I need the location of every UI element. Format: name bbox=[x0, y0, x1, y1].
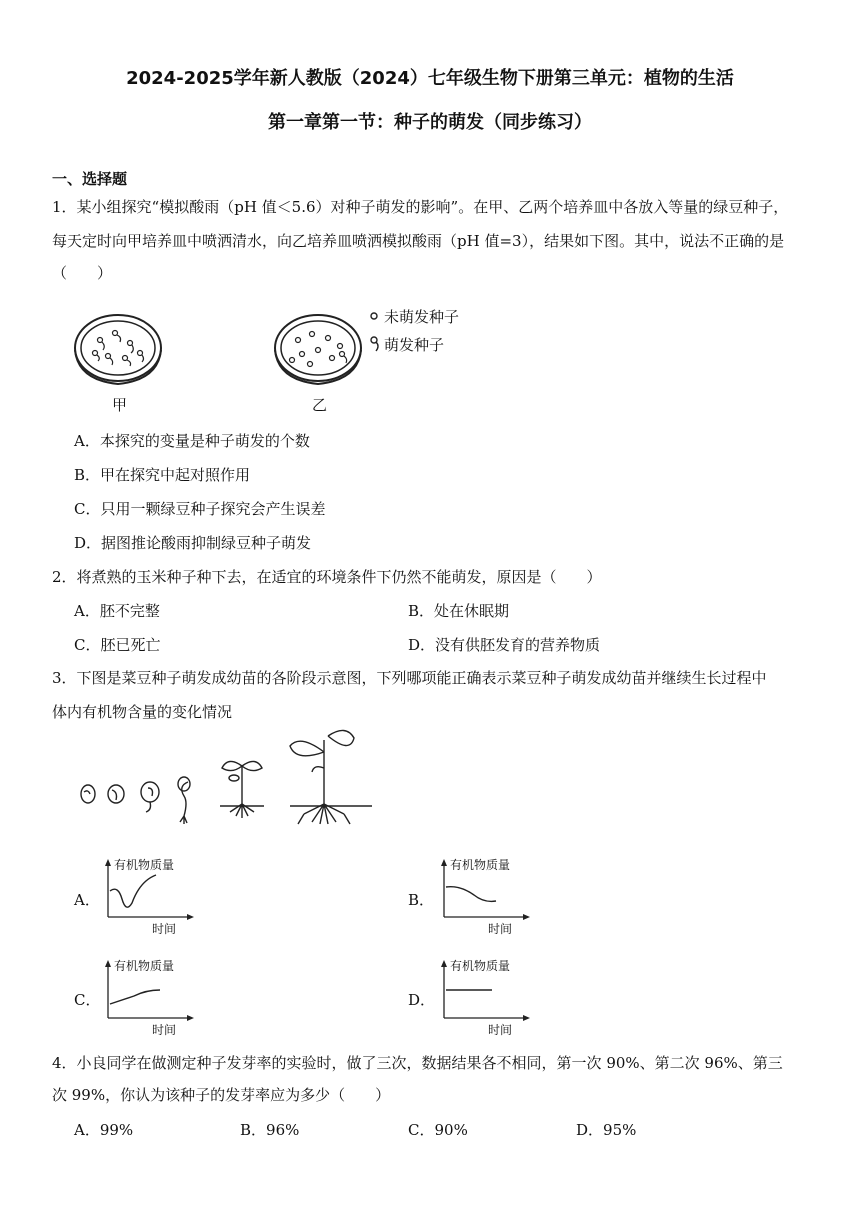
graph-a-xlabel: 时间 bbox=[152, 922, 177, 936]
q2-option-c: C．胚已死亡 bbox=[74, 636, 161, 654]
legend-germinated: 萌发种子 bbox=[384, 336, 445, 354]
q3-label-b: B． bbox=[408, 891, 435, 909]
petri-dish-b bbox=[275, 315, 361, 384]
q2-option-a: A．胚不完整 bbox=[74, 602, 160, 620]
ungerminated-seed-icon bbox=[371, 313, 377, 319]
graph-b-curve bbox=[446, 887, 496, 902]
q3-label-a: A． bbox=[74, 891, 100, 909]
graph-c-ylabel: 有机物质量 bbox=[114, 959, 175, 973]
q3-stem-line1: 3．下图是菜豆种子萌发成幼苗的各阶段示意图，下列哪项能正确表示菜豆种子萌发成幼苗并继续生长过程中 bbox=[52, 669, 767, 687]
q2-stem: 2．将煮熟的玉米种子种下去，在适宜的环境条件下仍然不能萌发，原因是（ ） bbox=[52, 568, 602, 586]
graph-d-ylabel: 有机物质量 bbox=[450, 959, 511, 973]
q3-label-d: D． bbox=[408, 991, 436, 1009]
q4-stem-line2: 次 99%，你认为该种子的发芽率应为多少（ ） bbox=[52, 1086, 391, 1104]
q1-stem-line1: 1．某小组探究“模拟酸雨（pH 值＜5.6）对种子萌发的影响”。在甲、乙两个培养皿中各放入等量的绿豆种子， bbox=[52, 198, 789, 216]
q2-option-b: B．处在休眠期 bbox=[408, 602, 510, 620]
q3-label-c: C． bbox=[74, 991, 101, 1009]
dish-b-label: 乙 bbox=[312, 396, 328, 414]
q1-option-a: A．本探究的变量是种子萌发的个数 bbox=[74, 432, 310, 450]
q1-stem-line3: （ ） bbox=[52, 264, 113, 282]
q1-option-b: B．甲在探究中起对照作用 bbox=[74, 466, 251, 484]
seedling-stage-5 bbox=[220, 761, 264, 818]
q3-graph-d bbox=[436, 956, 536, 1038]
q3-graph-c bbox=[100, 956, 200, 1038]
page-subtitle: 第一章第一节：种子的萌发（同步练习） bbox=[268, 112, 592, 133]
seedling-stage-6 bbox=[290, 730, 372, 824]
q3-graph-a bbox=[100, 855, 200, 937]
q4-option-a: A．99% bbox=[74, 1121, 134, 1139]
q1-legend bbox=[371, 308, 459, 354]
q2-option-d: D．没有供胚发育的营养物质 bbox=[408, 636, 601, 654]
q3-seedling-stages-figure bbox=[72, 722, 392, 840]
q1-option-c: C．只用一颗绿豆种子探究会产生误差 bbox=[74, 500, 326, 518]
q4-option-b: B．96% bbox=[240, 1121, 300, 1139]
graph-b-xlabel: 时间 bbox=[488, 922, 513, 936]
dish-a-label: 甲 bbox=[112, 396, 128, 414]
graph-c-xlabel: 时间 bbox=[152, 1023, 177, 1037]
q4-option-d: D．95% bbox=[576, 1121, 637, 1139]
page-title: 2024-2025学年新人教版（2024）七年级生物下册第三单元：植物的生活 bbox=[126, 68, 734, 89]
graph-a-ylabel: 有机物质量 bbox=[114, 858, 175, 872]
petri-dish-a bbox=[75, 315, 161, 384]
section-heading: 一、选择题 bbox=[52, 170, 128, 188]
graph-b-ylabel: 有机物质量 bbox=[450, 858, 511, 872]
legend-ungerminated: 未萌发种子 bbox=[384, 308, 460, 326]
seed-stage-1 bbox=[81, 785, 95, 803]
q3-stem-line2: 体内有机物含量的变化情况 bbox=[52, 703, 233, 721]
graph-a-curve bbox=[110, 875, 156, 907]
q3-graph-b bbox=[436, 855, 536, 937]
graph-c-curve bbox=[110, 990, 160, 1004]
q1-stem-line2: 每天定时向甲培养皿中喷洒清水，向乙培养皿喷洒模拟酸雨（pH 值=3），结果如下图。其中，说法不正确的是 bbox=[52, 232, 785, 250]
graph-d-xlabel: 时间 bbox=[488, 1023, 513, 1037]
q4-stem-line1: 4．小良同学在做测定种子发芽率的实验时，做了三次，数据结果各不相同，第一次 90%、第二次 96%、第三 bbox=[52, 1054, 783, 1072]
seedling-stage-4 bbox=[178, 777, 190, 824]
q4-option-c: C．90% bbox=[408, 1121, 468, 1139]
q1-petri-dish-figure bbox=[70, 298, 490, 418]
seed-stage-3 bbox=[141, 782, 159, 802]
q1-option-d: D．据图推论酸雨抑制绿豆种子萌发 bbox=[74, 534, 312, 552]
